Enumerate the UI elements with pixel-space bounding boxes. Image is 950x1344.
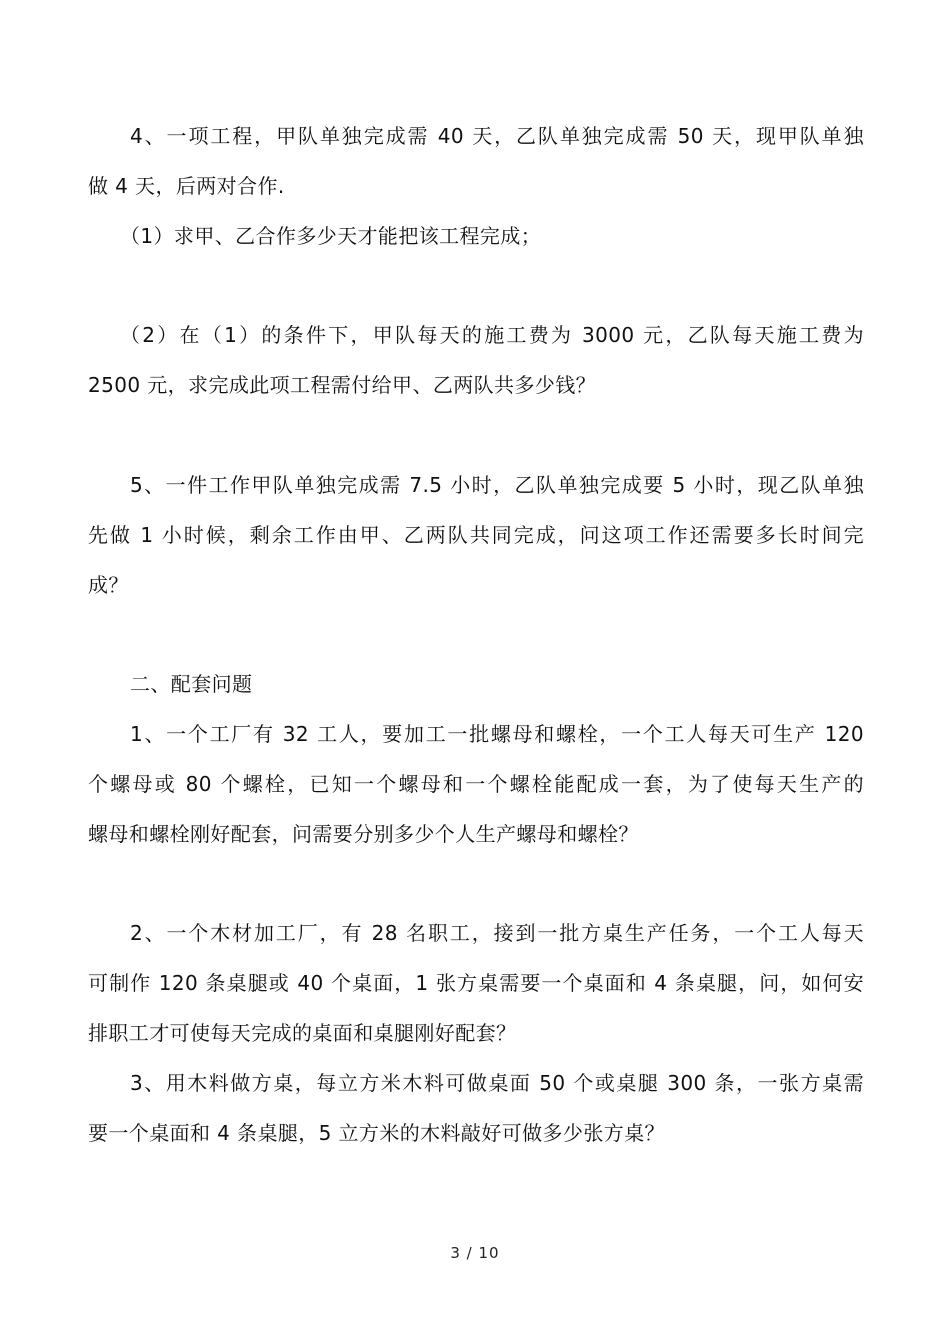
problem-4-question-2-line-1: （2）在（1）的条件下，甲队每天的施工费为 3000 元，乙队每天施工费为 [120, 323, 864, 347]
page-number: 3 / 10 [450, 1244, 500, 1262]
section-heading: 二、配套问题 [130, 672, 253, 696]
problem-5-line-1: 5、一件工作甲队单独完成需 7.5 小时，乙队单独完成要 5 小时，现乙队单独 [130, 473, 864, 497]
match-problem-2-line-2: 可制作 120 条桌腿或 40 个桌面，1 张方桌需要一个桌面和 4 条桌腿，问，如何安 [88, 971, 864, 995]
problem-4-line-1: 4、一项工程，甲队单独完成需 40 天，乙队单独完成需 50 天，现甲队单独 [130, 124, 864, 148]
problem-4-question-1: （1）求甲、乙合作多少天才能把该工程完成； [120, 224, 542, 248]
problem-4-line-2: 做 4 天，后两对合作. [88, 174, 285, 198]
match-problem-1-line-1: 1、一个工厂有 32 工人，要加工一批螺母和螺栓，一个工人每天可生产 120 [130, 722, 864, 746]
match-problem-2-line-1: 2、一个木材加工厂，有 28 名职工，接到一批方桌生产任务，一个工人每天 [130, 921, 864, 945]
match-problem-1-line-3: 螺母和螺栓刚好配套，问需要分别多少个人生产螺母和螺栓？ [88, 822, 639, 846]
problem-5-line-2: 先做 1 小时候，剩余工作由甲、乙两队共同完成，问这项工作还需要多长时间完 [88, 523, 864, 547]
problem-5-line-3: 成？ [88, 573, 129, 597]
match-problem-3-line-1: 3、用木料做方桌，每立方米木料可做桌面 50 个或桌腿 300 条，一张方桌需 [130, 1071, 864, 1095]
match-problem-2-line-3: 排职工才可使每天完成的桌面和桌腿刚好配套？ [88, 1021, 517, 1045]
problem-4-question-2-line-2: 2500 元，求完成此项工程需付给甲、乙两队共多少钱？ [88, 373, 597, 397]
match-problem-1-line-2: 个螺母或 80 个螺栓，已知一个螺母和一个螺栓能配成一套，为了使每天生产的 [88, 772, 864, 796]
match-problem-3-line-2: 要一个桌面和 4 条桌腿，5 立方米的木料敲好可做多少张方桌？ [88, 1121, 665, 1145]
